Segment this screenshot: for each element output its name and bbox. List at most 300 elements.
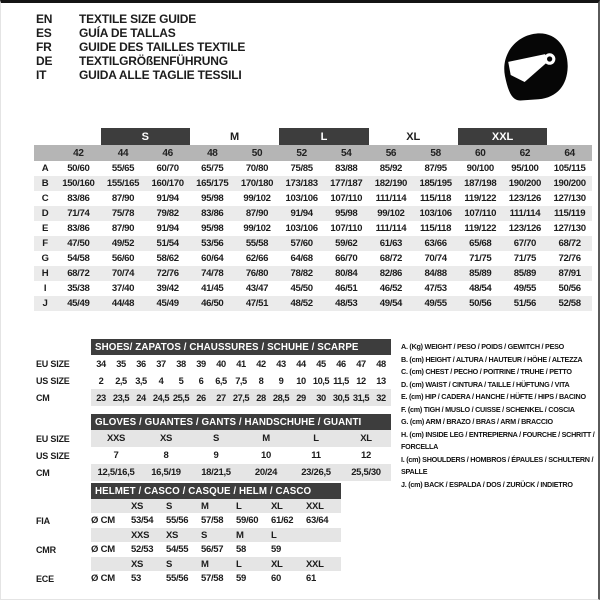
racing-helmet-icon [491,23,573,109]
measurement-cell: 91/94 [156,193,179,204]
accessory-tables [36,339,392,586]
shoes-row-values [91,355,391,372]
gloves-row-label: EU SIZE [36,433,70,444]
measurement-cell: 65/68 [458,236,503,251]
measurement-cell: 82/86 [369,266,414,281]
measurement-cell: 79/82 [145,206,190,221]
shoes-title: SHOES/ ZAPATOS / CHAUSSURES / SCHUHE / SCARPE [95,341,359,353]
gloves-row [36,447,392,464]
measurement-cell: 52/58 [547,296,592,311]
gloves-value: 12,5/16,5 [97,467,135,478]
measurement-cell: 91/94 [279,206,324,221]
gloves-row-values [91,464,391,481]
size-group-cell: XL [406,130,421,143]
helmet-size-cell: XXL [306,558,324,570]
language-title: TEXTILE SIZE GUIDE [79,12,197,26]
measurement-cell: 50/56 [458,296,503,311]
helmet-value: 57/58 [201,573,224,584]
language-code: DE [36,54,53,68]
language-title: GUIDE DES TAILLES TEXTILE [79,40,246,54]
gloves-value: 16,5/19 [151,467,181,478]
measurement-cell: 85/89 [458,266,503,281]
textile-size-table-body [34,128,592,311]
measurement-cell: 59/62 [324,236,369,251]
measurement-cell: 119/122 [464,193,497,204]
measurement-letter: A [41,163,49,174]
measurement-letter: G [41,253,49,264]
helmet-standard-row [36,571,392,586]
helmet-value: 63/64 [306,515,329,526]
shoes-value: 48 [376,358,386,369]
legend-item: G. (cm) ARM / BRAZO / BRAS / ARM / BRACCIO [401,417,553,426]
measurement-cell: 48/52 [279,296,324,311]
gloves-title: GLOVES / GUANTES / GANTS / HANDSCHUHE / GUANTI [95,416,362,428]
gloves-row [36,464,392,481]
gloves-value: 8 [163,450,169,461]
measurement-cell: 49/55 [513,283,537,294]
helmet-standard-row [36,542,392,557]
measurement-cell: 65/75 [201,163,224,174]
measurement-cell: 99/102 [369,206,414,221]
language-title: GUÍA DE TALLAS [79,26,176,40]
helmet-value: 55/56 [166,573,189,584]
measurement-cell: 49/55 [413,296,458,311]
measurement-cell: 87/90 [235,206,280,221]
shoes-value: 4 [158,375,164,386]
shoes-value: 37 [156,358,166,369]
measurement-cell: 48/54 [469,283,492,294]
size-header-cell: 48 [190,145,235,161]
helmet-size-cell: S [166,500,173,512]
size-header-cell: 46 [145,145,190,161]
shoes-value: 46 [336,358,346,369]
size-group-cell: XXL [458,128,547,145]
helmet-size-cell: XXL [306,500,324,512]
helmet-standard-label: ECE [36,573,54,584]
helmet-standard-label: FIA [36,515,50,526]
helmet-title: HELMET / CASCO / CASQUE / HELM / CASCO [95,485,312,497]
language-row [36,40,245,54]
size-group-cell: S [101,128,190,145]
shoes-value: 24,5 [152,392,170,403]
legend-item: A. (Kg) WEIGHT / PESO / POIDS / GEWITCH / PESO [401,342,565,351]
shoes-title-bar [91,339,391,355]
shoes-table [36,339,392,406]
measurement-cell: 55/58 [235,236,280,251]
size-header-row [34,145,592,161]
shoes-value: 29 [296,392,306,403]
helmet-size-cell: XL [271,558,283,570]
measurement-cell: 107/110 [458,206,503,221]
size-header-cell: 52 [279,145,324,161]
shoes-value: 39 [196,358,206,369]
helmet-size-cell: XS [131,500,144,512]
helmet-unit-label: Ø CM [91,544,116,555]
helmet-value: 61/62 [271,515,294,526]
helmet-size-cell: XS [131,558,144,570]
measurement-cell: 103/106 [285,223,318,234]
measurement-row [34,191,592,206]
measurement-cell: 71/75 [513,253,537,264]
measurement-cell: 35/38 [67,283,90,294]
gloves-row-values [91,430,391,447]
measurement-cell: 190/200 [503,176,548,191]
helmet-value: 55/56 [166,515,189,526]
measurement-cell: 78/82 [279,266,324,281]
measurement-cell: 70/80 [245,163,269,174]
measurement-cell: 83/86 [190,206,235,221]
gloves-value: 23/26,5 [301,467,331,478]
size-group-cell: L [279,128,368,145]
helmet-value: 59 [236,573,246,584]
helmet-value: 53/54 [131,515,154,526]
measurement-letter: H [34,266,56,281]
measurement-cell: 111/114 [375,193,407,204]
helmet-value: 58 [236,544,246,555]
shoes-value: 28 [256,392,266,403]
measurement-row [34,281,592,296]
measurement-cell: 90/100 [466,163,494,174]
shoes-value: 42 [256,358,266,369]
helmet-value: 59 [271,544,281,555]
gloves-value: 7 [113,450,119,461]
measurement-cell: 48/53 [324,296,369,311]
measurement-cell: 119/122 [464,223,497,234]
shoes-value: 23,5 [112,392,130,403]
legend-item: B. (cm) HEIGHT / ALTURA / HAUTEUR / HÖHE / ALTEZZA [401,354,583,364]
helmet-size-cell: XXS [131,529,150,541]
measurement-cell: 111/114 [375,223,407,234]
shoes-value: 26 [196,392,206,403]
helmet-size-band [91,499,341,513]
measurement-cell: 46/51 [335,283,358,294]
shoes-value: 47 [356,358,366,369]
measurement-cell: 41/45 [201,283,224,294]
measurement-cell: 46/52 [379,283,403,294]
measurement-row [34,251,592,266]
shoes-value: 25,5 [172,392,190,403]
helmet-title-bar [91,483,341,499]
measurement-cell: 115/118 [419,223,452,234]
measurement-cell: 72/76 [145,266,190,281]
language-row [36,54,245,68]
shoes-row [36,389,392,406]
helmet-table [36,483,392,586]
measurement-letter: J [34,296,56,311]
size-header-cell: 60 [458,145,503,161]
gloves-value: L [313,433,319,444]
measurement-cell: 103/106 [285,193,318,204]
size-header-cell: 54 [324,145,369,161]
legend-item: J. (cm) BACK / ESPALDA / DOS / ZURÜCK / INDIETRO [401,479,573,489]
gloves-value: XL [360,433,372,444]
size-header-cell: 64 [547,145,592,161]
measurement-cell: 84/88 [413,266,458,281]
helmet-value: 60 [271,573,281,584]
measurement-cell: 185/195 [413,176,458,191]
shoes-value: 6,5 [215,375,227,386]
measurement-cell: 57/60 [279,236,324,251]
shoes-value: 7,5 [235,375,247,386]
measurement-cell: 87/90 [111,193,135,204]
helmet-value: 56/57 [201,544,224,555]
measurement-cell: 127/130 [553,193,586,204]
measurement-legend [401,341,595,491]
helmet-size-cell: S [201,529,208,541]
gloves-row [36,430,392,447]
size-group-cell [547,128,592,145]
shoes-value: 44 [296,358,306,369]
measurement-cell: 56/60 [111,253,135,264]
size-group-row [34,128,592,145]
measurement-cell: 190/200 [547,176,592,191]
measurement-cell: 50/56 [558,283,581,294]
helmet-size-band [91,557,341,571]
helmet-size-cell: L [236,558,242,570]
shoes-row-label: US SIZE [36,375,70,386]
measurement-cell: 43/47 [245,283,269,294]
gloves-row-label: US SIZE [36,450,70,461]
measurement-cell: 39/42 [156,283,179,294]
measurement-cell: 45/49 [145,296,190,311]
shoes-value: 43 [276,358,286,369]
measurement-cell: 75/85 [290,163,313,174]
measurement-cell: 51/54 [145,236,190,251]
measurement-cell: 107/110 [330,223,363,234]
helmet-standard-row [36,513,392,528]
gloves-table [36,414,392,481]
measurement-cell: 127/130 [553,223,586,234]
measurement-cell: 71/74 [56,206,101,221]
gloves-row-values [91,447,391,464]
shoes-value: 2,5 [115,375,127,386]
language-title: TEXTILGRÖßENFÜHRUNG [79,54,228,68]
gloves-value: 11 [311,450,321,461]
legend-item: C. (cm) CHEST / PECHO / POITRINE / TRUHE / PETTO [401,367,572,376]
measurement-cell: 49/54 [369,296,414,311]
shoes-value: 41 [236,358,246,369]
measurement-cell: 85/89 [503,266,548,281]
gloves-title-bar [91,414,391,430]
measurement-cell: 80/84 [324,266,369,281]
measurement-cell: 50/60 [67,163,90,174]
shoes-value: 23 [96,392,106,403]
size-header-cell: 62 [503,145,548,161]
measurement-cell: 37/40 [111,283,135,294]
helmet-size-cell: M [236,529,244,541]
measurement-cell: 83/86 [67,193,90,204]
gloves-value: 9 [213,450,219,461]
language-row [36,68,245,82]
measurement-cell: 45/49 [56,296,101,311]
measurement-cell: 95/98 [201,193,224,204]
legend-item: H. (cm) INSIDE LEG / ENTREPIERNA / FOURCHE / SCHRITT / FORCELLA [401,429,595,451]
measurement-row [34,266,592,281]
shoes-row-values [91,389,391,406]
measurement-cell: 60/64 [201,253,224,264]
shoes-value: 5 [178,375,184,386]
language-code: FR [36,40,52,54]
measurement-cell: 47/51 [235,296,280,311]
gloves-value: 20/24 [254,467,278,478]
helmet-size-band [91,528,341,542]
language-list [36,12,245,82]
helmet-unit-label: Ø CM [91,573,116,584]
measurement-cell: 105/115 [553,163,586,174]
measurement-cell: 47/53 [424,283,447,294]
shoes-value: 10 [296,375,306,386]
size-header-cell: 58 [413,145,458,161]
helmet-size-cell: M [201,558,209,570]
measurement-cell: 103/106 [413,206,458,221]
measurement-cell: 123/126 [508,223,541,234]
measurement-cell: 76/80 [235,266,280,281]
gloves-value: 12 [361,450,371,461]
measurement-cell: 72/76 [558,253,581,264]
measurement-cell: 107/110 [330,193,363,204]
measurement-cell: 54/58 [67,253,90,264]
racing-helmet-graphic [491,23,573,109]
measurement-letter: D [34,206,56,221]
shoes-value: 36 [136,358,146,369]
shoes-row-values [91,372,391,389]
size-group-cell: M [230,130,240,143]
measurement-cell: 61/63 [369,236,414,251]
shoes-row [36,355,392,372]
shoes-value: 32 [376,392,386,403]
helmet-size-cell: L [236,500,242,512]
measurement-letter: F [34,236,56,251]
measurement-cell: 51/56 [503,296,548,311]
language-code: IT [36,68,47,82]
measurement-cell: 177/187 [324,176,369,191]
measurement-cell: 46/50 [190,296,235,311]
helmet-size-cell: S [166,558,173,570]
measurement-cell: 68/72 [56,266,101,281]
measurement-cell: 187/198 [458,176,503,191]
measurement-cell: 71/75 [469,253,492,264]
legend-item: F. (cm) TIGH / MUSLO / CUISSE / SCHENKEL / COSCIA [401,404,575,414]
measurement-cell: 87/91 [547,266,592,281]
shoes-value: 12 [356,375,366,386]
helmet-value: 57/58 [201,515,224,526]
helmet-value: 59/60 [236,515,259,526]
measurement-row [34,296,592,311]
measurement-cell: 99/102 [243,193,271,204]
gloves-value: 10 [261,450,271,461]
shoes-value: 3,5 [135,375,147,386]
measurement-cell: 165/175 [190,176,235,191]
measurement-cell: 60/70 [156,163,179,174]
measurement-cell: 182/190 [369,176,414,191]
shoes-value: 24 [136,392,146,403]
measurement-cell: 49/52 [101,236,146,251]
helmet-value: 52/53 [131,544,154,555]
gloves-value: 18/21,5 [201,467,231,478]
shoes-value: 30,5 [332,392,350,403]
measurement-cell: 95/98 [324,206,369,221]
size-header-spacer [34,145,56,161]
measurement-cell: 173/183 [279,176,324,191]
measurement-cell: 55/65 [111,163,135,174]
gloves-value: XS [159,433,173,444]
size-header-cell: 50 [235,145,280,161]
measurement-cell: 70/74 [424,253,447,264]
measurement-cell: 64/68 [290,253,313,264]
size-header-cell: 44 [101,145,146,161]
helmet-size-cell: M [201,500,209,512]
legend-item: D. (cm) WAIST / CINTURA / TAILLE / HÜFTUNG / VITA [401,379,570,389]
helmet-value: 61 [306,573,316,584]
shoes-value: 13 [376,375,386,386]
measurement-cell: 53/56 [190,236,235,251]
gloves-value: M [262,433,270,444]
measurement-cell: 95/98 [201,223,224,234]
shoes-value: 31,5 [352,392,370,403]
measurement-cell: 83/86 [67,223,90,234]
helmet-size-cell: XL [271,500,283,512]
shoes-value: 8 [258,375,264,386]
measurement-row [34,161,592,176]
measurement-cell: 67/70 [503,236,548,251]
size-group-cell [34,128,101,145]
measurement-cell: 123/126 [508,193,541,204]
measurement-row [34,176,592,191]
shoes-row [36,372,392,389]
measurement-cell: 95/100 [511,163,539,174]
measurement-cell: 66/70 [335,253,358,264]
measurement-cell: 74/78 [190,266,235,281]
helmet-size-cell: L [271,529,277,541]
language-code: ES [36,26,52,40]
measurement-cell: 115/119 [547,206,592,221]
measurement-cell: 155/165 [101,176,146,191]
measurement-letter: C [41,193,49,204]
helmet-size-cell: XS [166,529,179,541]
shoes-row-label: CM [36,392,50,403]
measurement-cell: 99/102 [243,223,271,234]
shoes-value: 27,5 [232,392,250,403]
gloves-value: S [212,433,220,444]
measurement-cell: 87/95 [424,163,447,174]
shoes-value: 38 [176,358,186,369]
measurement-row [34,221,592,236]
shoes-value: 45 [316,358,326,369]
measurement-cell: 68/72 [547,236,592,251]
gloves-value: 25,5/30 [351,467,381,478]
language-title: GUIDA ALLE TAGLIE TESSILI [79,68,242,82]
measurement-cell: 170/180 [235,176,280,191]
shoes-value: 27 [216,392,226,403]
helmet-standard-label: CMR [36,544,56,555]
measurement-letter: B [34,176,56,191]
language-code: EN [36,12,53,26]
measurement-cell: 68/72 [379,253,403,264]
measurement-cell: 160/170 [145,176,190,191]
gloves-row-label: CM [36,467,50,478]
measurement-cell: 91/94 [156,223,179,234]
language-row [36,12,245,26]
measurement-row [34,206,592,221]
measurement-letter: I [43,283,47,294]
measurement-cell: 115/118 [419,193,452,204]
shoes-value: 40 [216,358,226,369]
legend-item: E. (cm) HIP / CADERA / HANCHE / HÜFTE / HIPS / BACINO [401,392,586,401]
measurement-cell: 111/114 [503,206,548,221]
legend-item: I. (cm) SHOULDERS / HOMBROS / ÉPAULES / SCHULTERN / SPALLE [401,454,594,476]
shoes-value: 11,5 [333,375,349,386]
measurement-cell: 83/88 [335,163,358,174]
